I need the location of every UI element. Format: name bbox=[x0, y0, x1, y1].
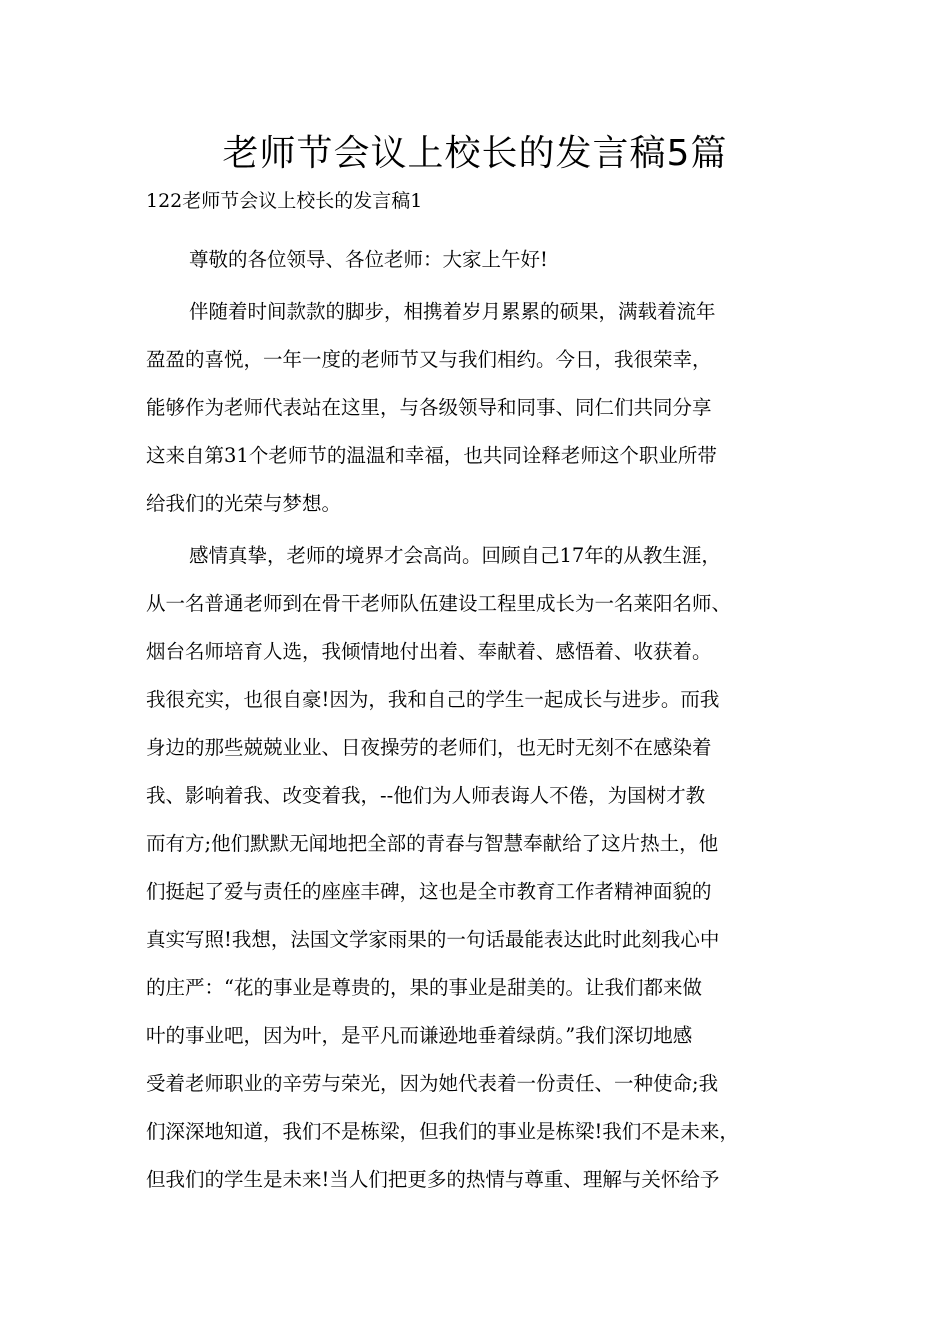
paragraph-greeting bbox=[146, 236, 826, 284]
document-title: 老师节会议上校长的发言稿5篇 bbox=[222, 133, 728, 174]
document-subtitle: 122老师节会议上校长的发言稿1 bbox=[146, 190, 423, 212]
text-line: 给我们的光荣与梦想。 bbox=[146, 492, 342, 515]
text-line: 伴随着时间款款的脚步，相携着岁月累累的硕果，满载着流年 bbox=[189, 300, 716, 323]
text-line: 身边的那些兢兢业业、日夜操劳的老师们，也无时无刻不在感染着 bbox=[146, 736, 712, 759]
document-body bbox=[146, 236, 826, 1204]
text-line: 我很充实，也很自豪!因为，我和自己的学生一起成长与进步。而我 bbox=[146, 688, 720, 711]
text-line: 真实写照!我想，法国文学家雨果的一句话最能表达此时此刻我心中 bbox=[146, 928, 720, 951]
text-line: 烟台名师培育人选，我倾情地付出着、奉献着、感悟着、收获着。 bbox=[146, 640, 712, 663]
text-line: 们深深地知道，我们不是栋梁，但我们的事业是栋梁!我们不是未来， bbox=[146, 1120, 739, 1143]
text-line: 从一名普通老师到在骨干老师队伍建设工程里成长为一名莱阳名师、 bbox=[146, 592, 732, 615]
text-line: 叶的事业吧，因为叶，是平凡而谦逊地垂着绿荫。”我们深切地感 bbox=[146, 1024, 693, 1047]
text-line: 们挺起了爱与责任的座座丰碑，这也是全市教育工作者精神面貌的 bbox=[146, 880, 712, 903]
text-line: 感情真挚，老师的境界才会高尚。回顾自己17年的从教生涯， bbox=[189, 544, 721, 567]
text-line: 能够作为老师代表站在这里，与各级领导和同事、同仁们共同分享 bbox=[146, 396, 712, 419]
text-line: 这来自第31个老师节的温温和幸福，也共同诠释老师这个职业所带 bbox=[146, 444, 717, 467]
paragraph-opening bbox=[146, 288, 826, 528]
text-line: 的庄严：“花的事业是尊贵的，果的事业是甜美的。让我们都来做 bbox=[146, 976, 702, 999]
text-line: 受着老师职业的辛劳与荣光，因为她代表着一份责任、一种使命;我 bbox=[146, 1072, 719, 1095]
paragraph-reflection bbox=[146, 532, 826, 1204]
text-line: 但我们的学生是未来!当人们把更多的热情与尊重、理解与关怀给予 bbox=[146, 1168, 720, 1191]
text-line: 而有方;他们默默无闻地把全部的青春与智慧奉献给了这片热土，他 bbox=[146, 832, 719, 855]
text-line: 尊敬的各位领导、各位老师：大家上午好! bbox=[189, 248, 548, 271]
text-line: 盈盈的喜悦，一年一度的老师节又与我们相约。今日，我很荣幸， bbox=[146, 348, 712, 371]
text-line: 我、影响着我、改变着我，--他们为人师表诲人不倦，为国树才教 bbox=[146, 784, 706, 807]
